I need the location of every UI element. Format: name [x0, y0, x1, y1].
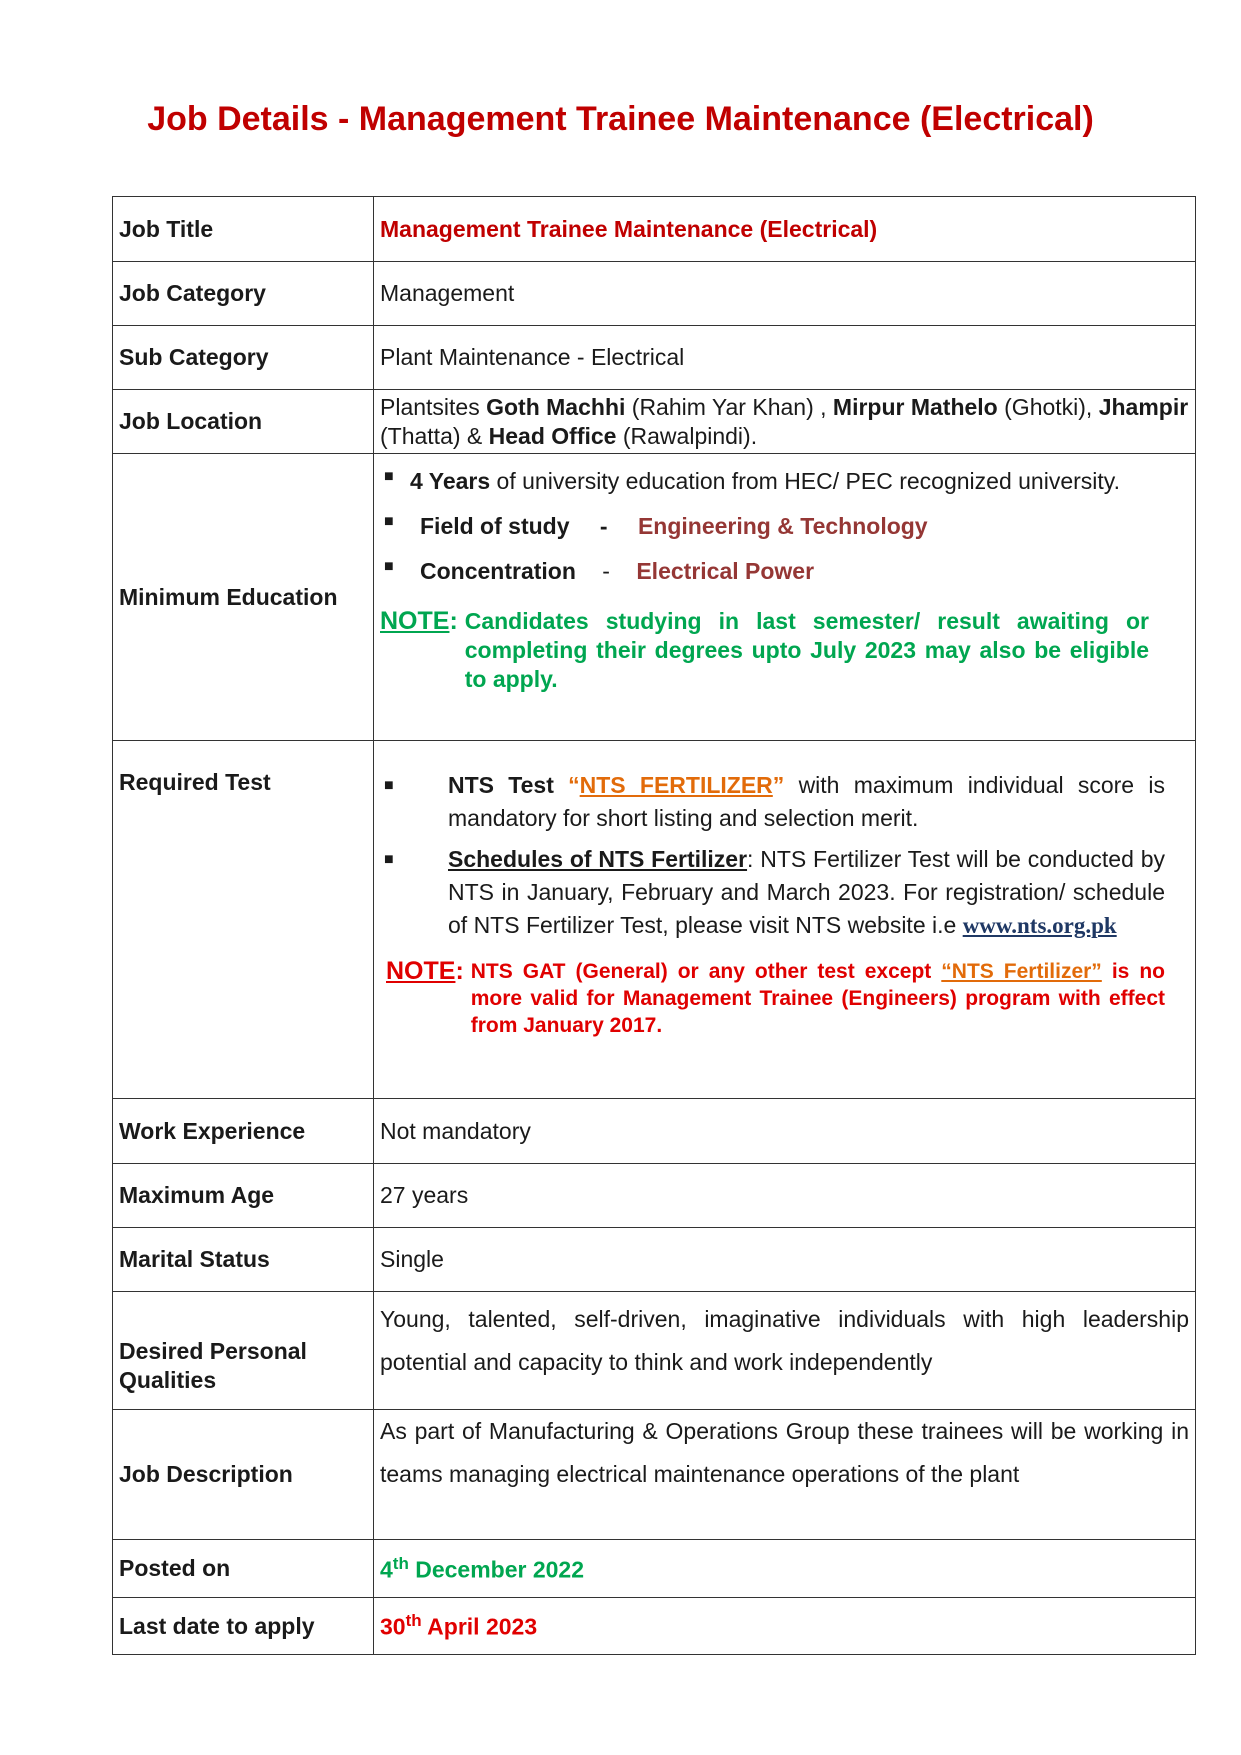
job-location-value: Plantsites Goth Machhi (Rahim Yar Khan) , Mirpur Mathelo (Ghotki), Jhampir (Thatta) & Head Office (Rawalpindi). — [374, 390, 1196, 454]
table-row — [113, 741, 1196, 1099]
test-list — [380, 769, 1165, 942]
row-label: Minimum Education — [113, 454, 374, 741]
row-label: Job Title — [113, 197, 374, 262]
work-experience-value: Not mandatory — [374, 1099, 1196, 1164]
list-item: ■ 4 Years of university education from HEC/ PEC recognized university. — [384, 468, 1120, 494]
education-list — [380, 468, 1189, 585]
page-title: Job Details - Management Trainee Maintenance (Electrical) — [147, 100, 1094, 138]
list-item: ■ Schedules of NTS Fertilizer: NTS Fertilizer Test will be conducted by NTS in January, February and March 2023. For registration/ schedule of NTS Fertilizer Test, please visit NTS website i.e www.nts.org.pk — [380, 843, 1165, 942]
table-row — [113, 1228, 1196, 1292]
table-row — [113, 1540, 1196, 1598]
square-bullet-icon: ■ — [384, 558, 394, 575]
list-item: ■ Field of study - Engineering & Technology — [384, 513, 928, 539]
sub-category-value: Plant Maintenance - Electrical — [374, 326, 1196, 390]
list-item: ■ NTS Test “NTS FERTILIZER” with maximum individual score is mandatory for short listing and selection merit. — [380, 769, 1165, 835]
marital-status-value: Single — [374, 1228, 1196, 1292]
last-date-value: 30th April 2023 — [374, 1598, 1196, 1655]
job-title-value: Management Trainee Maintenance (Electrical) — [374, 197, 1196, 262]
table-row — [113, 262, 1196, 326]
table-row — [113, 326, 1196, 390]
nts-fertilizer-link: NTS FERTILIZER — [579, 772, 773, 798]
posted-on-value: 4th December 2022 — [374, 1540, 1196, 1598]
table-row — [113, 1292, 1196, 1410]
table-row — [113, 1164, 1196, 1228]
maximum-age-value: 27 years — [374, 1164, 1196, 1228]
square-bullet-icon: ■ — [384, 777, 394, 794]
row-label: Posted on — [113, 1540, 374, 1598]
desired-qualities-value: Young, talented, self-driven, imaginative individuals with high leadership potential and capacity to think and work independently — [374, 1292, 1196, 1410]
list-item: ■ Concentration - Electrical Power — [384, 558, 815, 584]
row-label: Marital Status — [113, 1228, 374, 1292]
row-label: Required Test — [113, 741, 374, 1099]
row-label: Last date to apply — [113, 1598, 374, 1655]
table-row — [113, 1099, 1196, 1164]
job-details-table — [112, 196, 1196, 1655]
table-row — [113, 1410, 1196, 1540]
nts-website-link[interactable]: www.nts.org.pk — [962, 913, 1117, 938]
row-label: Work Experience — [113, 1099, 374, 1164]
row-label: Job Description — [113, 1410, 374, 1540]
row-label: Job Location — [113, 390, 374, 454]
row-label: Sub Category — [113, 326, 374, 390]
job-category-value: Management — [374, 262, 1196, 326]
square-bullet-icon: ■ — [384, 851, 394, 868]
row-label: Desired Personal Qualities — [113, 1292, 374, 1410]
square-bullet-icon: ■ — [384, 468, 394, 485]
job-description-value: As part of Manufacturing & Operations Group these trainees will be working in teams managing electrical maintenance operations of the plant — [374, 1410, 1196, 1540]
minimum-education-value — [374, 454, 1196, 741]
required-test-value — [374, 741, 1196, 1099]
table-row — [113, 454, 1196, 741]
education-note: NOTE: Candidates studying in last semester/ result awaiting or completing their degrees upto July 2023 may also be eligible to apply. — [380, 607, 1149, 692]
square-bullet-icon: ■ — [384, 513, 394, 530]
table-row — [113, 197, 1196, 262]
row-label: Job Category — [113, 262, 374, 326]
table-row — [113, 1598, 1196, 1655]
row-label: Maximum Age — [113, 1164, 374, 1228]
table-row — [113, 390, 1196, 454]
test-note: NOTE: NTS GAT (General) or any other test except “NTS Fertilizer” is no more valid for Management Trainee (Engineers) program with effect from January 2017. — [386, 957, 1165, 1037]
